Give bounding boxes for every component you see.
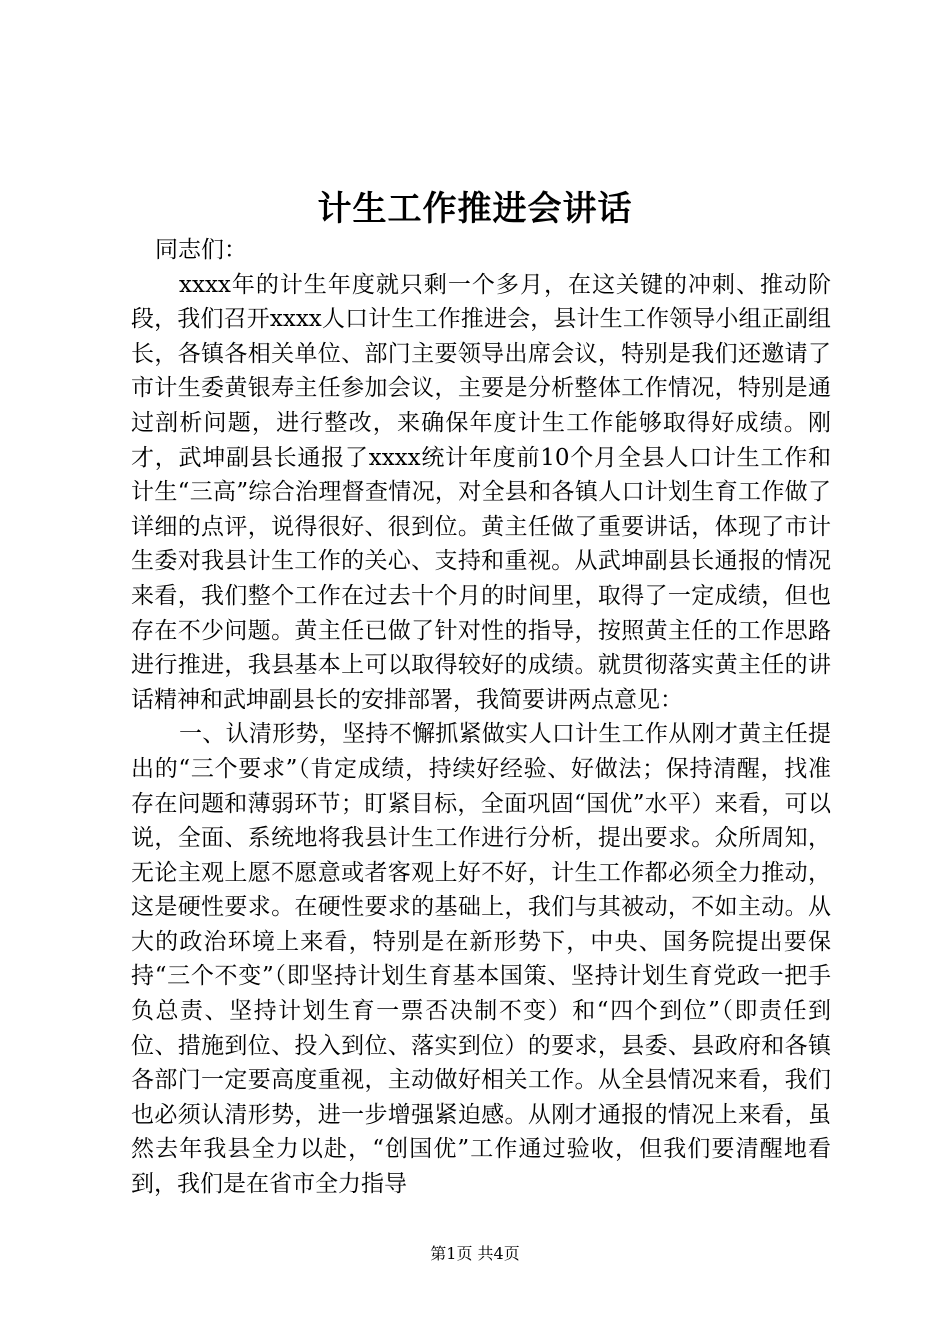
paragraph: 一、认清形势，坚持不懈抓紧做实人口计生工作从刚才黄主任提出的“三个要求”（肯定成绩，持续好经验、好做法；保持清醒，找准存在问题和薄弱环节；盯紧目标，全面巩固“国优”水平）来看，可以说，全面、系统地将我县计生工作进行分析，提出要求。众所周知，无论主观上愿不愿意或者客观上好不好，计生工作都必须全力推动，这是硬性要求。在硬性要求的基础上，我们与其被动，不如主动。从大的政治环境上来看，特别是在新形势下，中央、国务院提出要保持“三个不变”（即坚持计划生育基本国策、坚持计划生育党政一把手负总责、坚持计划生育一票否决制不变）和“四个到位”（即责任到位、措施到位、投入到位、落实到位）的要求，县委、县政府和各镇各部门一定要高度重视，主动做好相关工作。从全县情况来看，我们也必须认清形势，进一步增强紧迫感。从刚才通报的情况上来看，虽然去年我县全力以赴，“创国优”工作通过验收，但我们要清醒地看到，我们是在省市全力指导 — [131, 721, 831, 1198]
document-body — [131, 233, 831, 1202]
paragraph: xxxx年的计生年度就只剩一个多月，在这关键的冲刺、推动阶段，我们召开xxxx人口计生工作推进会，县计生工作领导小组正副组长，各镇各相关单位、部门主要领导出席会议，特别是我们还邀请了市计生委黄银寿主任参加会议，主要是分析整体工作情况，特别是通过剖析问题，进行整改，来确保年度计生工作能够取得好成绩。刚才，武坤副县长通报了xxxx统计年度前10个月全县人口计生工作和计生“三高”综合治理督查情况，对全县和各镇人口计划生育工作做了详细的点评，说得很好、很到位。黄主任做了重要讲话，体现了市计生委对我县计生工作的关心、支持和重视。从武坤副县长通报的情况来看，我们整个工作在过去十个月的时间里，取得了一定成绩，但也存在不少问题。黄主任已做了针对性的指导，按照黄主任的工作思路进行推进，我县基本上可以取得较好的成绩。就贯彻落实黄主任的讲话精神和武坤副县长的安排部署，我简要讲两点意见： — [131, 271, 831, 713]
page-footer: 第1页 共4页 — [430, 1244, 520, 1263]
document-title: 计生工作推进会讲话 — [317, 189, 633, 229]
greeting: 同志们： — [155, 237, 247, 263]
